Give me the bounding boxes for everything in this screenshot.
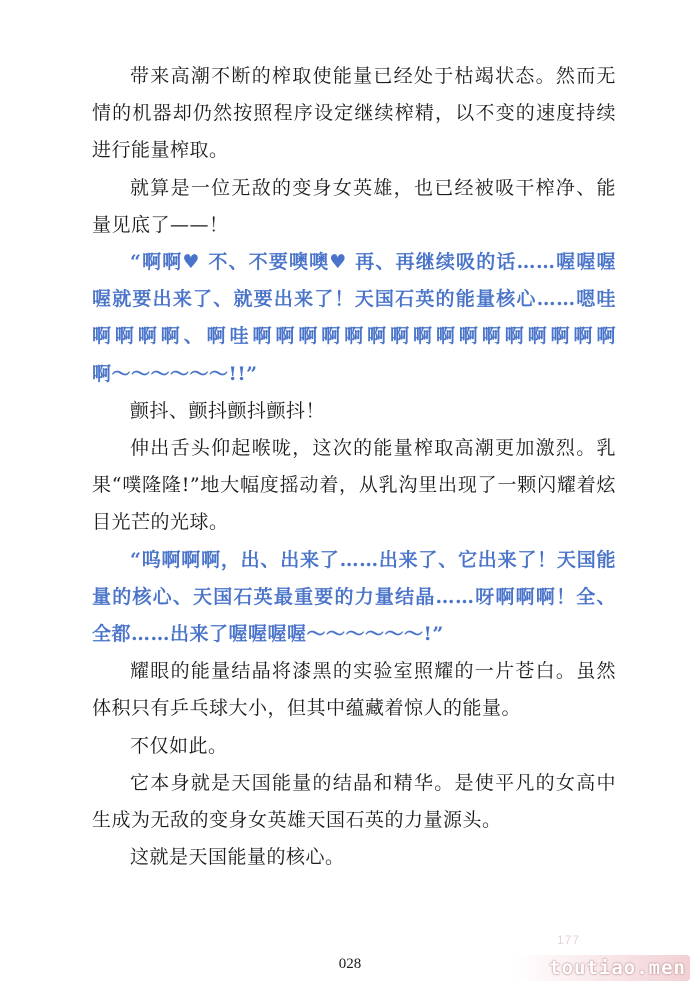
paragraph-6: 不仅如此。 [130,734,228,757]
paragraph-1: 带来高潮不断的榨取使能量已经处于枯竭状态。然而无情的机器却仍然按照程序设定继续榨精，以不变的速度持续进行能量榨取。 [92,65,616,162]
paragraph-3: 颤抖、颤抖颤抖颤抖！ [130,399,326,422]
watermark-faint-text: 177 [556,933,580,947]
paragraph-7: 它本身就是天国能量的结晶和精华。是使平凡的女高中生成为无敌的变身女英雄天国石英的力量源头。 [92,771,616,832]
page-body [92,58,616,876]
paragraph-2: 就算是一位无敌的变身女英雄，也已经被吸干榨净、能量见底了——！ [92,176,616,236]
dialogue-paragraph-1: “啊啊♥ 不、不要噢噢♥ 再、再继续吸的话……喔喔喔喔就要出来了、就要出来了！天国石英的能量核心……嗯哇啊啊啊啊、啊哇啊啊啊啊啊啊啊啊啊啊啊啊啊啊啊啊啊〜〜〜〜〜〜!!” [92,251,616,385]
paragraph-5: 耀眼的能量结晶将漆黑的实验室照耀的一片苍白。虽然体积只有乒乓球大小，但其中蕴藏着惊人的能量。 [92,660,616,720]
paragraph-4: 伸出舌头仰起喉咙，这次的能量榨取高潮更加激烈。乳果“噗隆隆!”地大幅度摇动着，从乳沟里出现了一颗闪耀着炫目光芒的光球。 [92,437,616,534]
dialogue-paragraph-2: “呜啊啊啊，出、出来了……出来了、它出来了！天国能量的核心、天国石英最重要的力量结晶……呀啊啊啊！全、全都……出来了喔喔喔喔〜〜〜〜〜〜!” [92,548,616,646]
page-number: 028 [338,956,362,972]
watermark-text: toutiao.men [549,957,686,979]
paragraph-8: 这就是天国能量的核心。 [130,846,345,869]
